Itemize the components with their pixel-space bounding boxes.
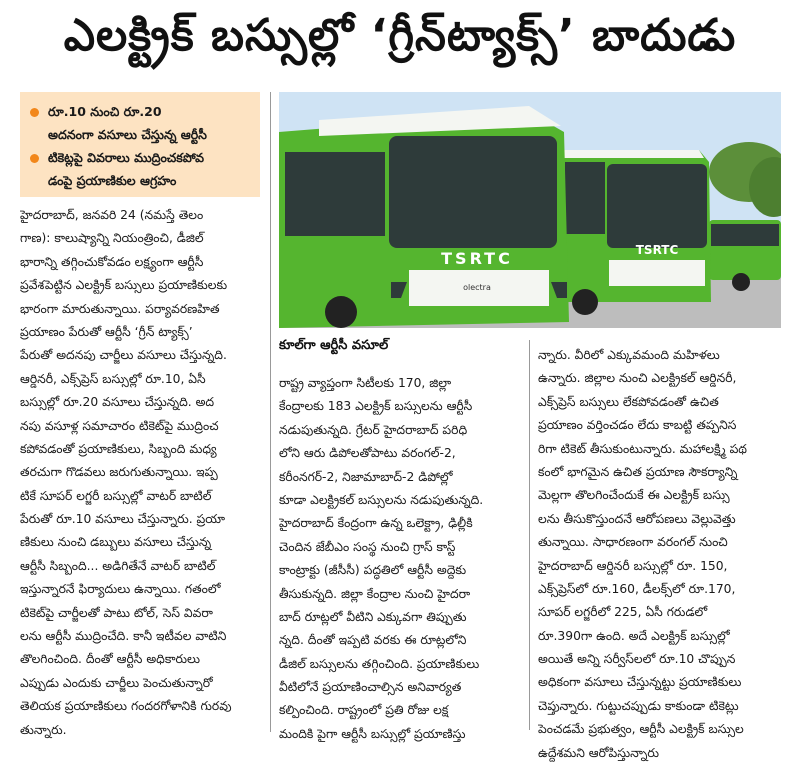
article-line: ఆర్డినరీ, ఎక్స్‌ప్రెస్ బస్సుల్లో రూ.10, ఏసీ bbox=[20, 371, 206, 386]
article-line: లను తీసుకొస్తుందనే ఆరోపణలు వెల్లువెత్తు bbox=[538, 511, 736, 526]
article-line: కంలో భాగమైన ఉచిత ప్రయాణ సౌకర్యాన్ని bbox=[538, 464, 738, 479]
article-line: కూడా ఎలక్ట్రికల్ బస్సులను నడుపుతున్నది. bbox=[279, 492, 484, 507]
brand-mark: olectra bbox=[463, 283, 491, 292]
article-line: నడుపుతున్నది. గ్రేటర్ హైదరాబాద్ పరిధి bbox=[279, 422, 468, 437]
headline: ఎలక్ట్రిక్ బస్సుల్లో ‘గ్రీన్‌ట్యాక్స్’ బాదుడు bbox=[63, 10, 737, 61]
article-line: భారాన్ని తగ్గించుకోవడం లక్ష్యంగా ఆర్టీసీ bbox=[20, 254, 204, 269]
article-line: రిగా టికెట్ తీసుకుంటున్నారు. మహాలక్ష్మి పథ bbox=[538, 441, 747, 456]
article-line: కాంట్రాక్టు (జీసీసీ) పద్ధతిలో ఆర్టీసీ అద్దెకు bbox=[279, 563, 467, 578]
article-line: తున్నారు. bbox=[20, 722, 67, 737]
article-line: ఎక్స్‌ప్రెస్ బస్సులు లేకపోవడంతో ఉచిత bbox=[538, 394, 719, 409]
article-line: ప్రవేశపెట్టిన ఎలక్ట్రిక్ బస్సులు ప్రయాణికులకు bbox=[20, 278, 228, 293]
highlight-item bbox=[30, 100, 252, 146]
article-line: రూ.390గా ఉంది. అదే ఎలక్ట్రిక్ బస్సుల్లో bbox=[538, 628, 730, 643]
article-line: రాష్ట్ర వ్యాప్తంగా సిటీలకు 170, జిల్లా bbox=[279, 376, 452, 390]
subheading: కూల్‌గా ఆర్టీసీ వసూల్ bbox=[279, 338, 389, 353]
highlight-item bbox=[30, 146, 252, 192]
bus-badge: TSRTC bbox=[635, 243, 679, 257]
article-line: హైదరాబాద్ కేంద్రంగా ఉన్న ఒలెక్ట్రా, ఢిల్లీకి bbox=[279, 516, 473, 531]
article-line: పేరుతో రూ.10 వసూలు చేస్తున్నారు. ప్రయా bbox=[20, 512, 226, 527]
article-line: తెలియక ప్రయాణికులు గందరగోళానికి గురవు bbox=[20, 699, 232, 714]
article-column-2 bbox=[279, 372, 522, 746]
article-line: పెంచడమే ప్రభుత్వం, ఆర్టీసీ ఎలక్ట్రిక్ బస్సుల bbox=[538, 722, 744, 737]
article-line: న్నారు. వీరిలో ఎక్కువమంది మహిళలు bbox=[538, 348, 720, 362]
article-line: టికెట్‌పై చార్జీలతో పాటు టోల్, సెస్ వివరా bbox=[20, 605, 213, 620]
article-line: ప్రయాణం పేరుతో ఆర్టీసీ ‘గ్రీన్ ట్యాక్స్’ bbox=[20, 324, 193, 339]
article-line: కపోవడంతో ప్రయాణికులు, సిబ్బంది మధ్య bbox=[20, 441, 217, 456]
article-line: ఎక్స్‌ప్రెస్‌లో రూ.160, డీలక్స్‌లో రూ.170, bbox=[538, 581, 736, 596]
article-line: చెప్తున్నారు. గుట్టుచప్పుడు కాకుండా టికెట్లు bbox=[538, 698, 739, 713]
article-line: బస్సుల్లో రూ.20 వసూలు చేస్తున్నది. అద bbox=[20, 395, 215, 410]
article-line: ఉన్నారు. జిల్లాల నుంచి ఎలక్ట్రికల్ ఆర్డినరీ, bbox=[538, 371, 737, 386]
column-divider bbox=[270, 92, 271, 732]
article-line: హైదరాబాద్ ఆర్డినరీ బస్సుల్లో రూ. 150, bbox=[538, 558, 728, 573]
article-line: ప్రయాణం వర్తించడం లేదు కాబట్టి తప్పనిస bbox=[538, 418, 737, 433]
bullet-icon bbox=[30, 108, 39, 117]
article-line: కల్పించింది. రాష్ట్రంలో ప్రతి రోజు లక్ష bbox=[279, 703, 449, 718]
highlight-line: రూ.10 నుంచి రూ.20 bbox=[48, 104, 162, 119]
article-line: తీసుకున్నది. జిల్లా కేంద్రాల నుంచి హైదరా bbox=[279, 586, 471, 601]
article-line: ఆర్టీసీ సిబ్బంది... అడిగితేనే వాటర్ బాటిల్ bbox=[20, 558, 216, 573]
column-divider bbox=[529, 340, 530, 730]
article-line: చెందిన జేబీఎం సంస్థ నుంచి గ్రాస్ కాస్ట్ bbox=[279, 539, 456, 554]
article-line: పేరుతో అదనపు చార్జీలు వసూలు చేస్తున్నది. bbox=[20, 348, 227, 363]
article-line: వీటిలోనే ప్రయాణించాల్సిన అనివార్యత bbox=[279, 680, 462, 695]
article-line: హైదరాబాద్, జనవరి 24 (నమస్తే తెలం bbox=[20, 208, 204, 222]
article-line: తున్నాయి. సాధారణంగా వరంగల్ నుంచి bbox=[538, 535, 728, 550]
bullet-icon bbox=[30, 154, 39, 163]
article-line: ణికులు నుంచి డబ్బులు వసూలు చేస్తున్న bbox=[20, 535, 212, 550]
article-line: భారంగా మారుతున్నాయి. పర్యావరణహిత bbox=[20, 301, 220, 316]
article-line: నపు వసూళ్ల సమాచారం టికెట్‌పై ముద్రించ bbox=[20, 418, 219, 433]
article-line: డీజిల్ బస్సులను తగ్గించింది. ప్రయాణికులు bbox=[279, 656, 480, 671]
article-line: న్నది. దీంతో ఇప్పటి వరకు ఈ రూట్లలోని bbox=[279, 633, 467, 648]
article-line: సూపర్ లగ్జరీలో 225, ఏసీ గరుడలో bbox=[538, 605, 708, 620]
bus-photo bbox=[279, 92, 781, 328]
article-line: కరీంనగర్-2, నిజామాబాద్-2 డిపోల్లో bbox=[279, 469, 453, 484]
article-line: మెల్లగా తొలగించేందుకే ఈ ఎలక్ట్రిక్ బస్సు bbox=[538, 488, 730, 503]
article-line: తొలగించింది. దీంతో ఆర్టీసీ అధికారులు bbox=[20, 652, 201, 667]
article-line: తరచుగా గొడవలు జరుగుతున్నాయి. ఇప్ప bbox=[20, 465, 218, 480]
highlight-line: టికెట్లపై వివరాలు ముద్రించకపోవ bbox=[48, 150, 205, 165]
article-line: లోని ఆరు డిపోలతోపాటు వరంగల్-2, bbox=[279, 446, 456, 461]
highlight-line: అదనంగా వసూలు చేస్తున్న ఆర్టీసీ bbox=[48, 127, 207, 142]
article-line: ఉద్దేశమని ఆరోపిస్తున్నారు bbox=[538, 745, 659, 760]
article-line: లను ఆర్టీసీ ముద్రించేది. కానీ ఇటీవల వాటిని bbox=[20, 629, 227, 644]
article-line: టికే సూపర్ లగ్జరీ బస్సుల్లో వాటర్ బాటిల్ bbox=[20, 488, 212, 503]
article-column-1 bbox=[20, 204, 263, 742]
article-line: మందికి పైగా ఆర్టీసీ బస్సుల్లో ప్రయాణిస్తు bbox=[279, 726, 466, 741]
middle-bus bbox=[564, 150, 711, 315]
article-column-3 bbox=[538, 344, 781, 765]
article-line: బాద్ రూట్లలో వీటిని ఎక్కువగా తిప్పుతు bbox=[279, 609, 467, 624]
article-line: అయితే అన్ని సర్వీస్‌లలో రూ.10 చొప్పున bbox=[538, 652, 736, 667]
article-line: కేంద్రాలకు 183 ఎలక్ట్రిక్ బస్సులను ఆర్టీసీ bbox=[279, 399, 473, 414]
highlights-box bbox=[20, 92, 260, 197]
article-line: ఇస్తున్నారనే ఫిర్యాదులు ఉన్నాయి. గతంలో bbox=[20, 582, 221, 597]
front-bus bbox=[279, 106, 569, 328]
bus-badge: TSRTC bbox=[441, 249, 513, 268]
article-line: ఎప్పుడు ఎందుకు చార్జీలు పెంచుతున్నారో bbox=[20, 675, 213, 690]
electric-buses-image bbox=[279, 92, 781, 328]
article-line: అధికంగా వసూలు చేస్తున్నట్టు ప్రయాణికులు bbox=[538, 675, 742, 690]
article-line: గాణ): కాలుష్యాన్ని నియంత్రించి, డీజిల్ bbox=[20, 231, 204, 246]
highlight-line: డంపై ప్రయాణికుల ఆగ్రహం bbox=[48, 173, 177, 188]
